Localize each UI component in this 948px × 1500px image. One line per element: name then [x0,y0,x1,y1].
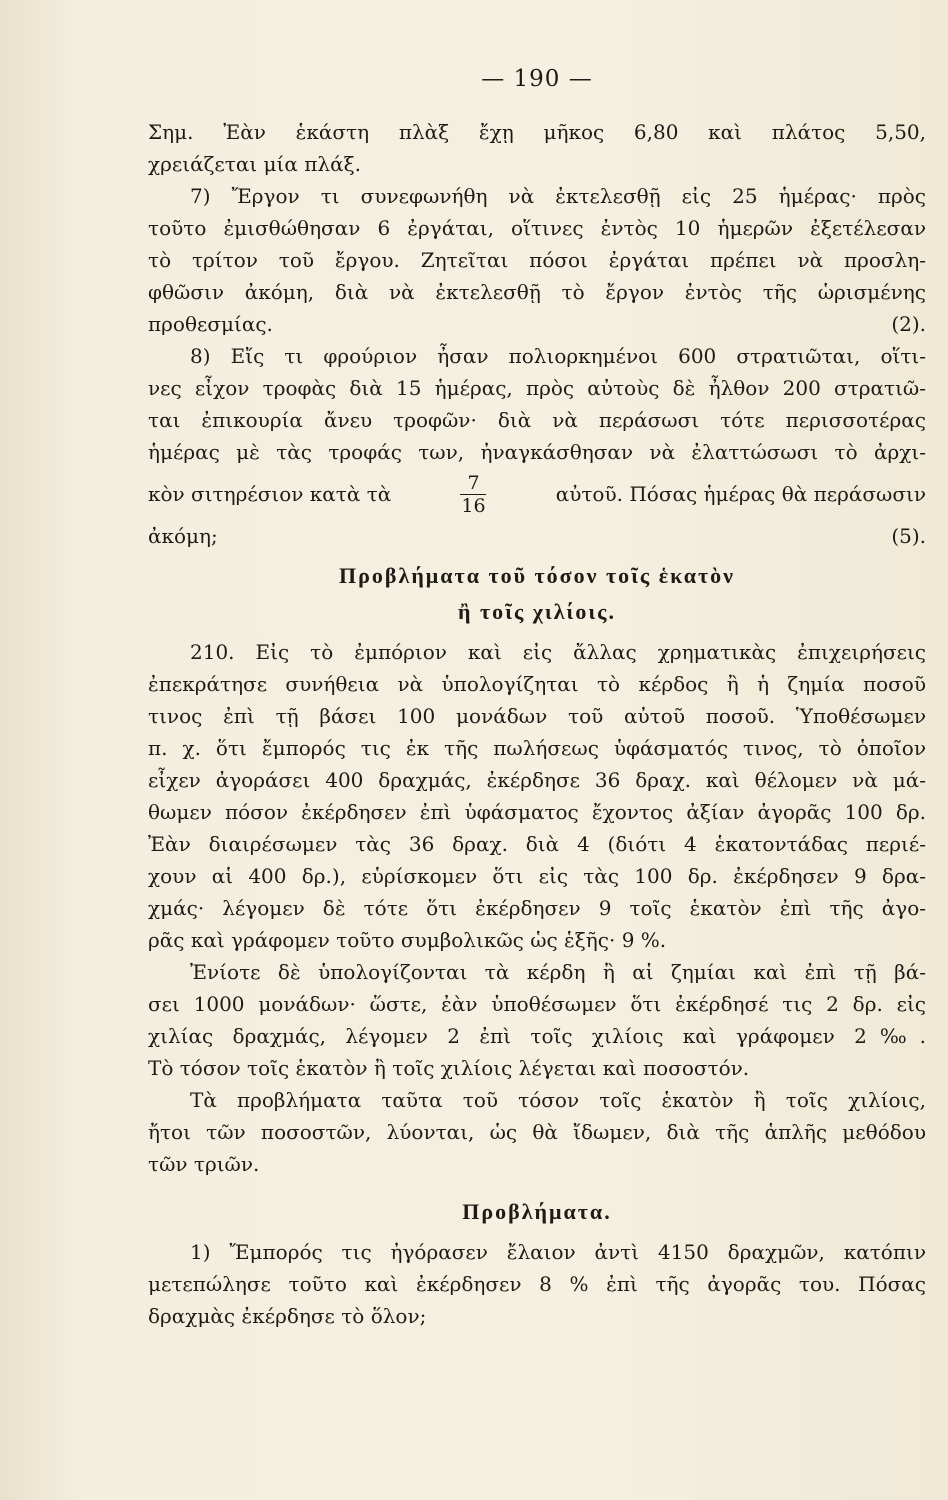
fraction [460,473,486,516]
fraction-line [148,468,926,520]
problem-8 [148,340,926,552]
text-line: 8) Εἴς τι φρούριον ἦσαν πολιορκημένοι 600 στρατιῶται, οἵτι- [190,344,926,368]
text-line: χουν αἱ 400 δρ.), εὑρίσκομεν ὅτι εἰς τὰς 100 δρ. ἐκέρδησεν 9 δρα- [148,864,926,888]
fraction-denominator: 16 [461,494,486,517]
text-line: 210. Εἰς τὸ ἐμπόριον καὶ εἰς ἄλλας χρηματικὰς ἐπιχειρήσεις [190,640,926,664]
text-line: τοῦτο ἐμισθώθησαν 6 ἐργάται, οἵτινες ἐντὸς 10 ἡμερῶν ἐξετέλεσαν [148,216,926,240]
text-line: τῶν τριῶν. [148,1152,260,1176]
page-number: — 190 — [481,66,593,92]
text-line [148,308,926,340]
text-line: Τὰ προβλήματα ταῦτα τοῦ τόσον τοῖς ἑκατὸν ἢ τοῖς χιλίοις, [190,1088,926,1112]
fraction-numerator: 7 [467,471,480,494]
text-line: τὸ τρίτον τοῦ ἔργου. Ζητεῖται πόσοι ἐργάται πρέπει νὰ προσλη- [148,248,926,272]
paragraph-210 [148,636,926,956]
text-line: χμάς· λέγομεν δὲ τότε ὅτι ἐκέρδησεν 9 τοῖς ἑκατὸν ἐπὶ τῆς ἀγο- [148,896,926,920]
text-line: φθῶσιν ἀκόμη, διὰ νὰ ἐκτελεσθῇ τὸ ἔργον ἐντὸς τῆς ὡρισμένης [148,280,926,304]
text-line: Τὸ τόσον τοῖς ἑκατὸν ἢ τοῖς χιλίοις λέγεται καὶ ποσοστόν. [148,1056,750,1080]
answer-label: (2). [891,312,926,336]
text-fragment: ἀκόμη; [148,524,218,548]
text-line: Ἐνίοτε δὲ ὑπολογίζονται τὰ κέρδη ἢ αἱ ζημίαι καὶ ἐπὶ τῇ βά- [190,960,926,984]
text-line: τινος ἐπὶ τῇ βάσει 100 μονάδων τοῦ αὐτοῦ ποσοῦ. Ὑποθέσωμεν [148,704,926,728]
text-line: ἡμέρας μὲ τὰς τροφάς των, ἠναγκάσθησαν νὰ ἐλαττώσωσι τὸ ἀρχι- [148,440,926,464]
section-heading-percent [148,558,926,630]
text-line: μετεπώλησε τοῦτο καὶ ἐκέρδησεν 8 % ἐπὶ τῆς ἀγορᾶς του. Πόσας [148,1272,926,1296]
paragraph-problems-intro [148,1084,926,1180]
text-line: Σημ. Ἐὰν ἑκάστη πλὰξ ἔχῃ μῆκος 6,80 καὶ πλάτος 5,50, [148,120,926,144]
text-line [148,520,926,552]
heading-line: Προβλήματα τοῦ τόσον τοῖς ἑκατὸν [339,563,735,588]
text-fragment: προθεσμίας. [148,312,273,336]
text-line: Ἐὰν διαιρέσωμεν τὰς 36 δραχ. διὰ 4 (διότι 4 ἑκατοντάδας περιέ- [148,832,926,856]
section-heading-problems: Προβλήματα. [462,1199,612,1224]
heading-line: ἢ τοῖς χιλίοις. [458,599,616,624]
answer-label: (5). [891,524,926,548]
note-paragraph [148,116,926,180]
text-line: ἤτοι τῶν ποσοστῶν, λύονται, ὡς θὰ ἴδωμεν, διὰ τῆς ἁπλῆς μεθόδου [148,1120,926,1144]
text-line: εἶχεν ἀγοράσει 400 δραχμάς, ἐκέρδησε 36 δραχ. καὶ θέλομεν νὰ μά- [148,768,926,792]
text-line: δραχμὰς ἐκέρδησε τὸ ὅλον; [148,1304,427,1328]
text-fragment: κὸν σιτηρέσιον κατὰ τὰ [148,482,392,506]
text-line: θωμεν πόσον ἐκέρδησεν ἐπὶ ὑφάσματος ἔχοντος ἀξίαν ἀγορᾶς 100 δρ. [148,800,926,824]
text-line: 7) Ἔργον τι συνεφωνήθη νὰ ἐκτελεσθῇ εἰς 25 ἡμέρας· πρὸς [190,184,926,208]
text-line: σει 1000 μονάδων· ὥστε, ἐὰν ὑποθέσωμεν ὅτι ἐκέρδησέ τις 2 δρ. εἰς [148,992,926,1016]
page-text [148,66,926,1332]
text-line: ται ἐπικουρία ἄνευ τροφῶν· διὰ νὰ περάσωσι τότε περισσοτέρας [148,408,926,432]
text-line: ἐπεκράτησε συνήθεια νὰ ὑπολογίζηται τὸ κέρδος ἢ ἡ ζημία ποσοῦ [148,672,926,696]
text-line: χρειάζεται μία πλάξ. [148,152,361,176]
text-fragment: αὐτοῦ. Πόσας ἡμέρας θὰ περάσωσιν [555,482,926,506]
problem-1 [148,1236,926,1332]
paragraph-per-mille [148,956,926,1084]
text-line: χιλίας δραχμάς, λέγομεν 2 ἐπὶ τοῖς χιλίοις καὶ γράφομεν 2‰. [148,1024,926,1048]
text-line: π. χ. ὅτι ἔμπορός τις ἐκ τῆς πωλήσεως ὑφάσματός τινος, τὸ ὁποῖον [148,736,926,760]
text-line: ρᾶς καὶ γράφομεν τοῦτο συμβολικῶς ὡς ἑξῆς· 9 %. [148,928,667,952]
problem-7 [148,180,926,340]
text-line: 1) Ἔμπορός τις ἠγόρασεν ἔλαιον ἀντὶ 4150 δραχμῶν, κατόπιν [190,1240,926,1264]
text-line: νες εἶχον τροφὰς διὰ 15 ἡμέρας, πρὸς αὐτοὺς δὲ ἦλθον 200 στρατιῶ- [148,376,926,400]
